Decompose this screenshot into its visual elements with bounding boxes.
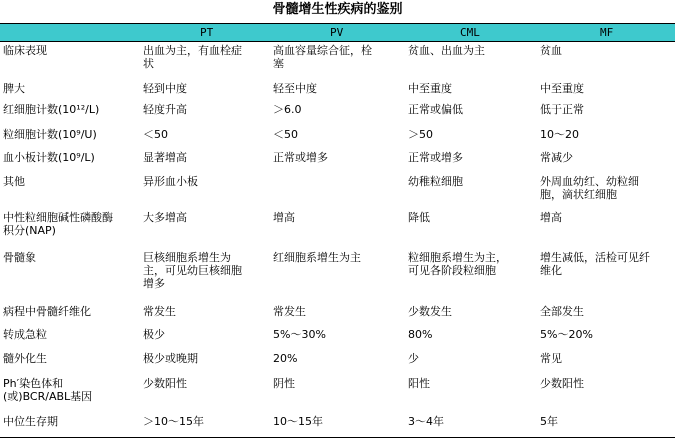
header-mf: MF: [600, 26, 614, 39]
table-cell: 异形血小板: [143, 175, 198, 188]
table-cell: 常发生: [273, 305, 306, 318]
row-label: 转成急粒: [3, 328, 47, 341]
table-cell: ＞6.0: [273, 103, 302, 116]
row-label: 中位生存期: [3, 415, 58, 428]
table-cell: ＞10～15年: [143, 415, 204, 428]
table-cell: 正常或偏低: [408, 103, 463, 116]
row-label: 骨髓象: [3, 251, 36, 264]
table-cell: 红细胞系增生为主: [273, 251, 361, 264]
row-label: Ph′染色体和 (或)BCR/ABL基因: [3, 377, 93, 403]
table-cell: 少数阳性: [540, 377, 584, 390]
table-cell: 中至重度: [408, 82, 452, 95]
header-pt: PT: [200, 26, 214, 39]
table-bottom-rule: [0, 437, 675, 438]
table-cell: 低于正常: [540, 103, 584, 116]
table-cell: 5年: [540, 415, 558, 428]
table-cell: 幼稚粒细胞: [408, 175, 463, 188]
table-cell: 轻度升高: [143, 103, 187, 116]
table-cell: 5%～30%: [273, 328, 326, 341]
table-cell: 大多增高: [143, 211, 187, 224]
table-cell: 极少: [143, 328, 165, 341]
table-cell: 降低: [408, 211, 430, 224]
table-cell: 正常或增多: [273, 151, 328, 164]
table-cell: 极少或晚期: [143, 352, 198, 365]
table-cell: 80%: [408, 328, 433, 341]
table-cell: 常发生: [143, 305, 176, 318]
row-label: 病程中骨髓纤维化: [3, 305, 91, 318]
table-cell: 阴性: [273, 377, 295, 390]
table-cell: 少数发生: [408, 305, 452, 318]
table-cell: 增高: [540, 211, 562, 224]
table-cell: 粒细胞系增生为主， 可见各阶段粒细胞: [408, 251, 507, 277]
table-header: [0, 23, 675, 42]
table-cell: 少: [408, 352, 419, 365]
table-cell: ＜50: [273, 128, 298, 141]
table-cell: 全部发生: [540, 305, 584, 318]
row-label: 髓外化生: [3, 352, 47, 365]
header-cml: CML: [460, 26, 480, 39]
row-label: 脾大: [3, 82, 25, 95]
table-cell: 外周血幼红、幼粒细 胞，滴状红细胞: [540, 175, 639, 201]
header-pv: PV: [330, 26, 344, 39]
row-label: 中性粒细胞碱性磷酸酶 积分(NAP): [3, 211, 113, 237]
table-cell: 5%～20%: [540, 328, 593, 341]
table-cell: 增生减低，活检可见纤 维化: [540, 251, 650, 277]
table-cell: ＞50: [408, 128, 433, 141]
table-cell: 中至重度: [540, 82, 584, 95]
table-cell: 轻至中度: [273, 82, 317, 95]
table-cell: 增高: [273, 211, 295, 224]
table-cell: 出血为主，有血栓症 状: [143, 44, 242, 70]
row-label: 其他: [3, 175, 25, 188]
table-cell: 10～20: [540, 128, 579, 141]
table-cell: 10～15年: [273, 415, 323, 428]
table-cell: 贫血、出血为主: [408, 44, 485, 57]
table-cell: 正常或增多: [408, 151, 463, 164]
table-title: 骨髓增生性疾病的鉴别: [272, 2, 403, 17]
row-label: 临床表现: [3, 44, 47, 57]
table-cell: 3～4年: [408, 415, 444, 428]
row-label: 粒细胞计数(10⁹/U): [3, 128, 97, 141]
table-cell: 20%: [273, 352, 298, 365]
table-cell: ＜50: [143, 128, 168, 141]
table-cell: 阳性: [408, 377, 430, 390]
table-cell: 常见: [540, 352, 562, 365]
row-label: 红细胞计数(10¹²/L): [3, 103, 100, 116]
row-label: 血小板计数(10⁹/L): [3, 151, 95, 164]
table-cell: 贫血: [540, 44, 562, 57]
table-cell: 少数阳性: [143, 377, 187, 390]
table-cell: 轻到中度: [143, 82, 187, 95]
table-cell: 高血容量综合征，栓 塞: [273, 44, 372, 70]
table-cell: 显著增高: [143, 151, 187, 164]
table-cell: 常减少: [540, 151, 573, 164]
table-cell: 巨核细胞系增生为 主，可见幼巨核细胞 增多: [143, 251, 242, 290]
